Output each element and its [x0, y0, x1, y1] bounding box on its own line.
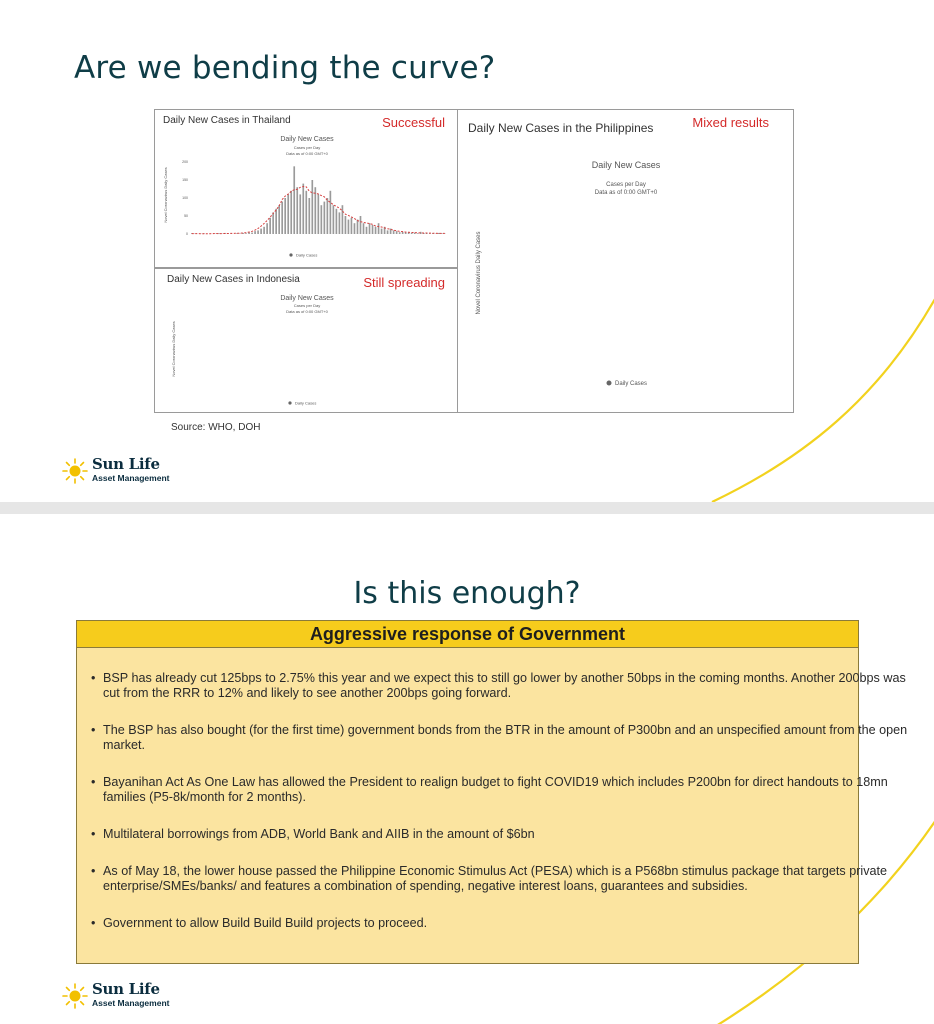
list-item: • The BSP has also bought (for the first time) government bonds from the BTR in the amount of P300bn and an unspecified amount from the open market. — [91, 723, 911, 753]
source-note: Source: WHO, DOH — [171, 422, 261, 433]
chart-subtitle: Cases per Day — [293, 145, 321, 150]
bar — [402, 232, 404, 234]
bar — [308, 198, 310, 234]
bar — [372, 225, 374, 234]
bar — [254, 231, 256, 234]
y-tick-label: 200 — [182, 160, 188, 165]
bar — [245, 233, 247, 234]
bar — [263, 227, 265, 234]
bar — [218, 233, 220, 234]
bar — [405, 233, 407, 234]
slide-title: Is this enough? — [353, 576, 581, 611]
bar — [305, 191, 307, 234]
bar — [317, 194, 319, 234]
bar — [354, 223, 356, 234]
panel-verdict: Successful — [382, 115, 445, 130]
y-axis-label: Novel Coronavirus Daily Cases — [476, 231, 482, 315]
y-axis-label: Novel Coronavirus Daily Cases — [163, 167, 168, 223]
legend-label: Daily Cases — [295, 400, 317, 406]
y-tick-label: 100 — [182, 196, 188, 201]
bar — [287, 194, 289, 234]
logo-subtitle: Asset Management — [92, 998, 170, 1008]
bar — [281, 202, 283, 234]
bar — [417, 233, 419, 234]
bar — [396, 231, 398, 234]
y-tick-label: 150 — [182, 178, 188, 183]
bar — [387, 230, 389, 234]
bar — [357, 220, 359, 234]
logo-subtitle: Asset Management — [92, 473, 170, 483]
legend-marker — [288, 401, 291, 404]
bar — [275, 209, 277, 234]
bar — [360, 216, 362, 234]
bar — [336, 209, 338, 234]
bar — [251, 233, 253, 234]
bar — [330, 191, 332, 234]
sun-life-logo — [62, 455, 202, 487]
policy-list — [91, 671, 911, 953]
bar — [378, 223, 380, 234]
bar — [311, 180, 313, 234]
bar — [333, 205, 335, 234]
logo-brand: Sun Life — [92, 455, 160, 473]
indonesia-chart — [155, 269, 459, 414]
bar — [411, 233, 413, 234]
sun-icon — [62, 458, 88, 484]
bar — [342, 205, 344, 234]
panel-verdict: Still spreading — [363, 275, 445, 290]
chart-subtitle: Cases per Day — [606, 182, 646, 188]
bar — [393, 230, 395, 234]
legend-label: Daily Cases — [296, 252, 318, 258]
bar — [269, 218, 271, 234]
bar — [284, 198, 286, 234]
chart-subtitle: Cases per Day — [293, 303, 321, 308]
bar — [324, 202, 326, 234]
slide-title: Are we bending the curve? — [74, 50, 496, 86]
y-axis-label: Novel Coronavirus Daily Cases — [171, 321, 176, 377]
bar — [314, 187, 316, 234]
list-item: • Multilateral borrowings from ADB, World Bank and AIIB in the amount of $6bn — [91, 827, 911, 842]
bar — [260, 229, 262, 234]
bar — [302, 184, 304, 234]
legend-marker — [607, 381, 612, 386]
thailand-chart — [155, 110, 459, 269]
bar — [327, 198, 329, 234]
y-tick-label: 50 — [184, 214, 188, 219]
panel-title: Daily New Cases in Thailand — [163, 115, 291, 126]
bar — [369, 223, 371, 234]
bar — [296, 187, 298, 234]
chart-subtitle: Data as of 0:00 GMT+0 — [286, 309, 328, 314]
logo-brand: Sun Life — [92, 980, 160, 998]
chart-subtitle: Data as of 0:00 GMT+0 — [594, 190, 658, 196]
list-item: • Government to allow Build Build Build projects to proceed. — [91, 916, 911, 931]
panel-title: Daily New Cases in the Philippines — [468, 121, 654, 135]
slide-bending-curve — [0, 0, 934, 502]
list-item: • BSP has already cut 125bps to 2.75% this year and we expect this to still go lower by another 50bps in the coming months. Another 200bps was cut from the RRR to 12% and likely to see another 200bps going forward. — [91, 671, 911, 701]
y-tick-label: 0 — [186, 232, 188, 237]
panel-verdict: Mixed results — [692, 115, 769, 130]
list-item: • Bayanihan Act As One Law has allowed the President to realign budget to fight COVID19 which includes P200bn for direct handouts to 18mn families (P5-8k/month for 2 months). — [91, 775, 911, 805]
bar — [366, 227, 368, 234]
chart-panel-indonesia — [154, 268, 458, 413]
bar — [363, 223, 365, 234]
bar — [345, 216, 347, 234]
bar — [266, 223, 268, 234]
bar — [399, 232, 401, 234]
legend-label: Daily Cases — [615, 381, 648, 387]
bar — [321, 205, 323, 234]
bar-series — [191, 166, 446, 234]
bar — [293, 166, 295, 234]
chart-title: Daily New Cases — [280, 295, 334, 302]
slide-is-this-enough — [0, 514, 934, 1024]
sun-life-logo — [62, 980, 202, 1012]
philippines-chart — [458, 110, 795, 414]
bar — [299, 194, 301, 234]
policy-box — [76, 620, 908, 964]
bar — [348, 220, 350, 234]
panel-title: Daily New Cases in Indonesia — [167, 274, 300, 285]
legend-marker — [289, 253, 292, 256]
policy-box-title: Aggressive response of Government — [77, 621, 858, 648]
list-item: • As of May 18, the lower house passed the Philippine Economic Stimulus Act (PESA) which is a P568bn stimulus package that targets private enterprise/SMEs/banks/ and features a combination of spending, negative interest loans, guarantees and subsidies. — [91, 864, 911, 894]
sun-icon — [62, 983, 88, 1009]
bar — [438, 233, 440, 234]
bar — [290, 191, 292, 234]
chart-title: Daily New Cases — [591, 160, 661, 170]
bar — [278, 205, 280, 234]
chart-panel-philippines — [457, 109, 794, 413]
bar — [257, 230, 259, 234]
bar — [272, 212, 274, 234]
bar — [381, 229, 383, 234]
chart-panel-thailand — [154, 109, 458, 268]
chart-title: Daily New Cases — [280, 136, 334, 143]
chart-subtitle: Data as of 0:00 GMT+0 — [286, 151, 328, 156]
bar — [375, 227, 377, 234]
bar — [351, 218, 353, 234]
bar — [339, 212, 341, 234]
y-tick-labels — [182, 160, 188, 236]
